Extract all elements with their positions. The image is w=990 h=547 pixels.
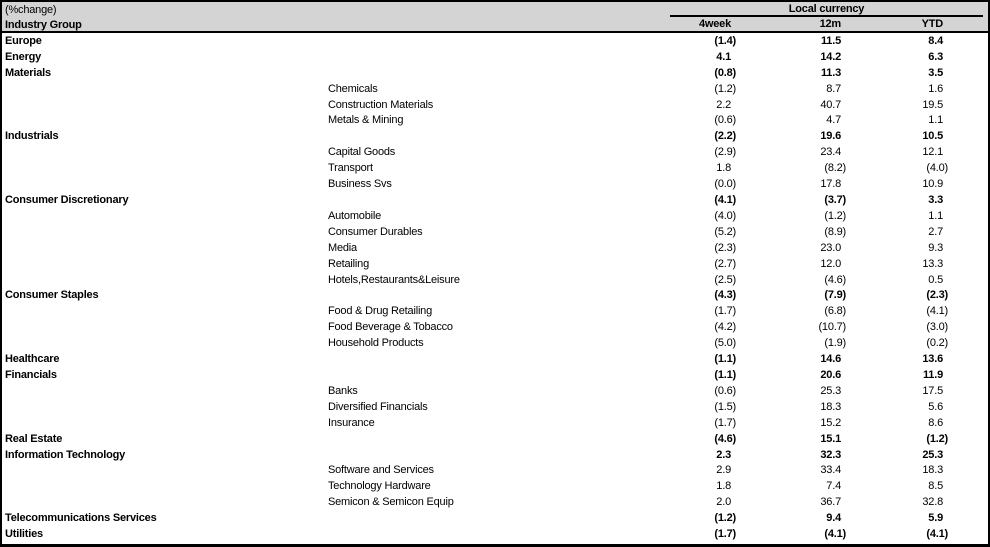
table-row bbox=[2, 431, 988, 447]
value-cell: (2.9) bbox=[714, 146, 736, 159]
row-header-label: Industry Group bbox=[5, 19, 82, 31]
value-cell: (4.0) bbox=[926, 162, 948, 175]
row-label: Transport bbox=[328, 162, 373, 175]
table-header bbox=[2, 2, 988, 33]
value-cell: 1.8 bbox=[716, 162, 731, 175]
table-row bbox=[2, 399, 988, 415]
value-cell: 5.6 bbox=[928, 400, 943, 413]
row-label: Consumer Discretionary bbox=[5, 194, 129, 207]
value-cell: 8.6 bbox=[928, 416, 943, 429]
value-cell: 14.6 bbox=[820, 353, 841, 366]
value-cell: (5.0) bbox=[714, 337, 736, 350]
value-cell: 1.8 bbox=[716, 480, 731, 493]
value-cell: 10.9 bbox=[922, 178, 943, 191]
table-row bbox=[2, 128, 988, 144]
value-cell: 36.7 bbox=[820, 496, 841, 509]
value-cell: (1.2) bbox=[824, 209, 846, 222]
value-cell: (7.9) bbox=[824, 289, 846, 302]
value-cell: (3.7) bbox=[824, 194, 846, 207]
table-row bbox=[2, 319, 988, 335]
table-row bbox=[2, 303, 988, 319]
table-row bbox=[2, 81, 988, 97]
value-cell: 2.3 bbox=[716, 448, 731, 461]
value-cell: 32.8 bbox=[922, 496, 943, 509]
value-cell: 4.1 bbox=[716, 50, 731, 63]
header-left bbox=[2, 2, 658, 31]
value-cell: (4.1) bbox=[926, 305, 948, 318]
value-cell: 17.8 bbox=[820, 178, 841, 191]
table-row bbox=[2, 65, 988, 81]
value-cell: (4.0) bbox=[714, 209, 736, 222]
table-row bbox=[2, 367, 988, 383]
value-cell: 10.5 bbox=[922, 130, 943, 143]
value-cell: 9.3 bbox=[928, 241, 943, 254]
value-cell: 13.6 bbox=[922, 353, 943, 366]
row-label: Telecommunications Services bbox=[5, 512, 157, 525]
value-cell: 19.5 bbox=[922, 98, 943, 111]
value-cell: (10.7) bbox=[818, 321, 846, 334]
currency-group-header: Local currency bbox=[670, 2, 983, 17]
value-cell: 12.0 bbox=[820, 257, 841, 270]
table-row bbox=[2, 383, 988, 399]
row-label: Diversified Financials bbox=[328, 400, 428, 413]
table-row bbox=[2, 494, 988, 510]
value-cell: 1.6 bbox=[928, 82, 943, 95]
value-cell: (4.2) bbox=[714, 321, 736, 334]
value-cell: (0.6) bbox=[714, 114, 736, 127]
table-row bbox=[2, 192, 988, 208]
value-cell: 8.5 bbox=[928, 480, 943, 493]
value-cell: 1.1 bbox=[928, 114, 943, 127]
value-cell: (8.9) bbox=[824, 225, 846, 238]
value-cell: (1.2) bbox=[926, 432, 948, 445]
table-row bbox=[2, 335, 988, 351]
value-cell: 15.1 bbox=[820, 432, 841, 445]
row-label: Industrials bbox=[5, 130, 59, 143]
table-row bbox=[2, 510, 988, 526]
row-label: Semicon & Semicon Equip bbox=[328, 496, 454, 509]
table-row bbox=[2, 462, 988, 478]
row-label: Construction Materials bbox=[328, 98, 434, 111]
value-cell: 2.9 bbox=[716, 464, 731, 477]
table-body bbox=[2, 33, 988, 542]
row-label: Food & Drug Retailing bbox=[328, 305, 433, 318]
row-label: Chemicals bbox=[328, 82, 378, 95]
column-header-12m: 12m bbox=[819, 18, 841, 30]
value-cell: 33.4 bbox=[820, 464, 841, 477]
table-row bbox=[2, 97, 988, 113]
table-title: (%change) bbox=[5, 4, 57, 16]
value-cell: 25.3 bbox=[820, 384, 841, 397]
value-cell: 2.0 bbox=[716, 496, 731, 509]
column-headers bbox=[658, 17, 988, 31]
table-row bbox=[2, 478, 988, 494]
value-cell: (6.8) bbox=[824, 305, 846, 318]
value-cell: (0.0) bbox=[714, 178, 736, 191]
table-row bbox=[2, 113, 988, 129]
table-row bbox=[2, 33, 988, 49]
value-cell: 3.5 bbox=[928, 66, 943, 79]
value-cell: (0.6) bbox=[714, 384, 736, 397]
value-cell: (1.1) bbox=[714, 353, 736, 366]
value-cell: 6.3 bbox=[928, 50, 943, 63]
value-cell: 12.1 bbox=[922, 146, 943, 159]
table-row bbox=[2, 351, 988, 367]
value-cell: 0.5 bbox=[928, 273, 943, 286]
value-cell: 19.6 bbox=[820, 130, 841, 143]
row-label: Food Beverage & Tobacco bbox=[328, 321, 453, 334]
value-cell: (4.6) bbox=[824, 273, 846, 286]
row-label: Europe bbox=[5, 34, 42, 47]
row-label: Business Svs bbox=[328, 178, 392, 191]
value-cell: 2.7 bbox=[928, 225, 943, 238]
table-row bbox=[2, 176, 988, 192]
value-cell: (4.3) bbox=[714, 289, 736, 302]
value-cell: 40.7 bbox=[820, 98, 841, 111]
value-cell: 3.3 bbox=[928, 194, 943, 207]
row-label: Household Products bbox=[328, 337, 424, 350]
value-cell: 4.7 bbox=[826, 114, 841, 127]
table-row bbox=[2, 447, 988, 463]
value-cell: (2.3) bbox=[714, 241, 736, 254]
value-cell: 8.4 bbox=[928, 34, 943, 47]
value-cell: 23.0 bbox=[820, 241, 841, 254]
row-label: Metals & Mining bbox=[328, 114, 404, 127]
row-label: Consumer Staples bbox=[5, 289, 99, 302]
row-label: Energy bbox=[5, 50, 42, 63]
value-cell: 11.3 bbox=[820, 66, 841, 79]
row-label: Utilities bbox=[5, 528, 43, 541]
value-cell: 1.1 bbox=[928, 209, 943, 222]
row-label: Hotels,Restaurants&Leisure bbox=[328, 273, 460, 286]
value-cell: 25.3 bbox=[922, 448, 943, 461]
row-label: Retailing bbox=[328, 257, 370, 270]
value-cell: (0.8) bbox=[714, 66, 736, 79]
value-cell: (3.0) bbox=[926, 321, 948, 334]
column-header-ytd: YTD bbox=[921, 18, 943, 30]
header-right bbox=[658, 2, 988, 31]
value-cell: (5.2) bbox=[714, 225, 736, 238]
table-row bbox=[2, 208, 988, 224]
value-cell: (1.5) bbox=[714, 400, 736, 413]
value-cell: (4.1) bbox=[824, 528, 846, 541]
row-label: Insurance bbox=[328, 416, 375, 429]
value-cell: (1.9) bbox=[824, 337, 846, 350]
value-cell: (4.1) bbox=[926, 528, 948, 541]
row-label: Software and Services bbox=[328, 464, 434, 477]
row-label: Financials bbox=[5, 368, 57, 381]
value-cell: (4.1) bbox=[714, 194, 736, 207]
table-row bbox=[2, 224, 988, 240]
value-cell: 11.9 bbox=[922, 368, 943, 381]
value-cell: 18.3 bbox=[820, 400, 841, 413]
table-row bbox=[2, 526, 988, 542]
value-cell: (1.7) bbox=[714, 416, 736, 429]
value-cell: (2.3) bbox=[926, 289, 948, 302]
row-label: Materials bbox=[5, 66, 51, 79]
table-row bbox=[2, 160, 988, 176]
value-cell: (1.4) bbox=[714, 34, 736, 47]
value-cell: 13.3 bbox=[922, 257, 943, 270]
value-cell: 23.4 bbox=[820, 146, 841, 159]
value-cell: (2.7) bbox=[714, 257, 736, 270]
value-cell: 8.7 bbox=[826, 82, 841, 95]
row-label: Automobile bbox=[328, 209, 382, 222]
value-cell: 17.5 bbox=[922, 384, 943, 397]
value-cell: 2.2 bbox=[716, 98, 731, 111]
value-cell: (2.2) bbox=[714, 130, 736, 143]
value-cell: (1.7) bbox=[714, 305, 736, 318]
value-cell: 32.3 bbox=[820, 448, 841, 461]
value-cell: (1.2) bbox=[714, 512, 736, 525]
value-cell: 5.9 bbox=[928, 512, 943, 525]
table-row bbox=[2, 144, 988, 160]
value-cell: (8.2) bbox=[824, 162, 846, 175]
value-cell: 15.2 bbox=[820, 416, 841, 429]
row-label: Consumer Durables bbox=[328, 225, 423, 238]
row-label: Media bbox=[328, 241, 357, 254]
value-cell: (0.2) bbox=[926, 337, 948, 350]
value-cell: 11.5 bbox=[820, 34, 841, 47]
row-label: Information Technology bbox=[5, 448, 126, 461]
table-row bbox=[2, 288, 988, 304]
value-cell: (1.1) bbox=[714, 368, 736, 381]
value-cell: (1.2) bbox=[714, 82, 736, 95]
row-label: Healthcare bbox=[5, 353, 60, 366]
row-label: Real Estate bbox=[5, 432, 63, 445]
value-cell: 18.3 bbox=[922, 464, 943, 477]
value-cell: 7.4 bbox=[826, 480, 841, 493]
value-cell: 14.2 bbox=[820, 50, 841, 63]
row-label: Technology Hardware bbox=[328, 480, 431, 493]
value-cell: 9.4 bbox=[826, 512, 841, 525]
table-row bbox=[2, 415, 988, 431]
table-row bbox=[2, 272, 988, 288]
value-cell: (4.6) bbox=[714, 432, 736, 445]
row-label: Banks bbox=[328, 384, 358, 397]
table-row bbox=[2, 49, 988, 65]
value-cell: (2.5) bbox=[714, 273, 736, 286]
row-label: Capital Goods bbox=[328, 146, 396, 159]
value-cell: (1.7) bbox=[714, 528, 736, 541]
table-row bbox=[2, 256, 988, 272]
column-header-4week: 4week bbox=[698, 18, 731, 30]
table-row bbox=[2, 240, 988, 256]
value-cell: 20.6 bbox=[820, 368, 841, 381]
